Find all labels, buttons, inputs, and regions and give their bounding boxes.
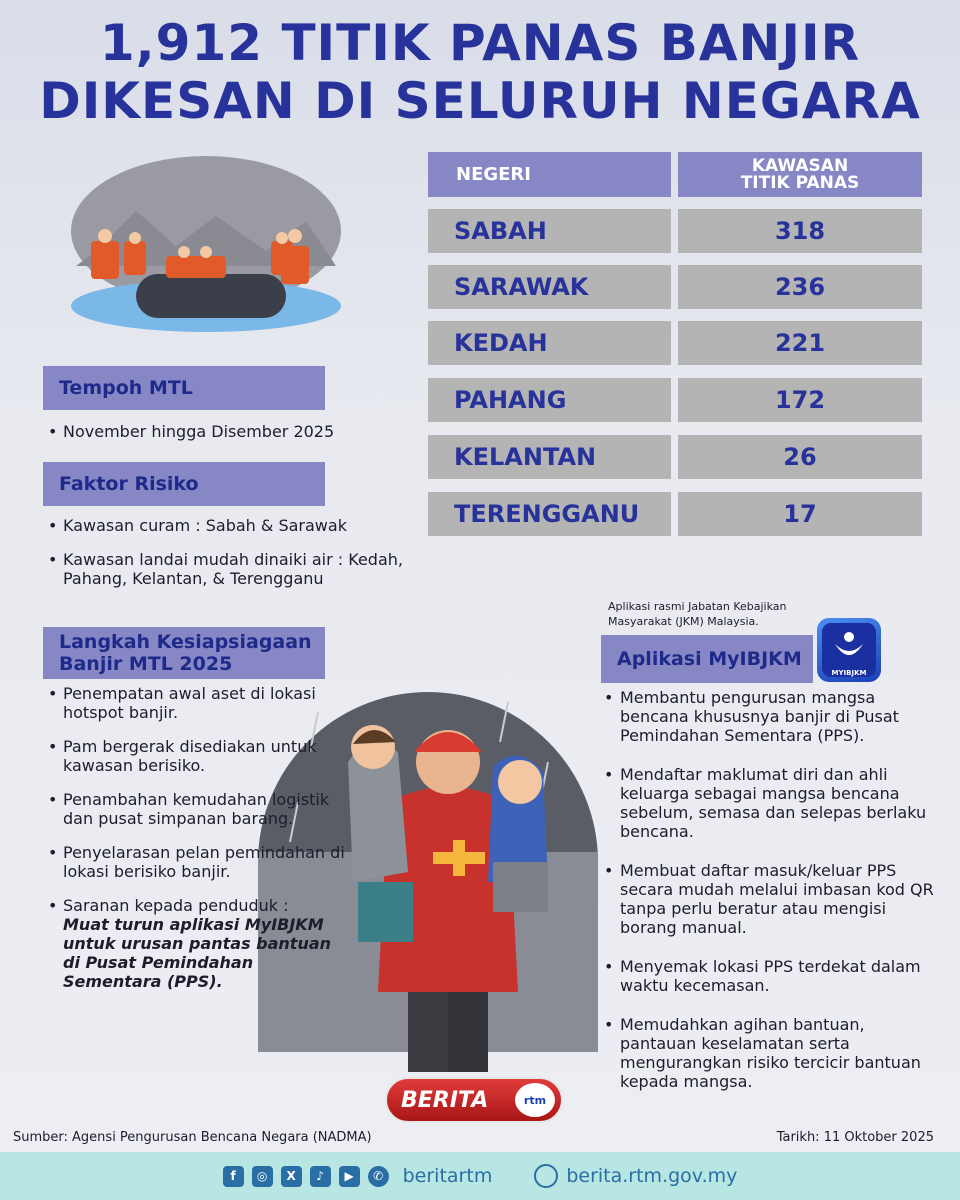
tempoh-list [48, 422, 368, 456]
date-text: Tarikh: 11 Oktober 2025 [776, 1130, 934, 1145]
list-item: • Kawasan landai mudah dinaiki air : Kedah, Pahang, Kelantan, & Terengganu [48, 550, 408, 588]
table-row-name: PAHANG [428, 378, 671, 422]
source-text: Sumber: Agensi Pengurusan Bencana Negara (NADMA) [13, 1130, 372, 1145]
table-row-name: SABAH [428, 209, 671, 253]
app-icon-label: MYIBJKM [831, 669, 867, 677]
list-item: • November hingga Disember 2025 [48, 422, 368, 441]
list-item: • Pam bergerak disediakan untuk kawasan berisiko. [48, 737, 348, 775]
table-header-negeri: NEGERI [428, 152, 671, 197]
footer-bar [0, 1152, 960, 1200]
facebook-icon[interactable]: f [223, 1166, 244, 1187]
table-row-value: 172 [678, 378, 922, 422]
berita-rtm-logo [385, 1077, 563, 1123]
tiktok-icon[interactable]: ♪ [310, 1166, 331, 1187]
list-item: • Penambahan kemudahan logistik dan pusat simpanan barang. [48, 790, 348, 828]
header-kawasan-line-1: KAWASAN [751, 155, 849, 176]
app-heading: Aplikasi MyIBJKM [601, 635, 813, 683]
langkah-list [48, 684, 348, 1006]
youtube-icon[interactable]: ▶ [339, 1166, 360, 1187]
table-row-name: KELANTAN [428, 435, 671, 479]
langkah-heading-line-2: Banjir MTL 2025 [59, 653, 233, 675]
list-item: • Membantu pengurusan mangsa bencana khususnya banjir di Pusat Pemindahan Sementara (PPS). [604, 688, 934, 745]
list-item [48, 896, 348, 991]
table-row-name: TERENGGANU [428, 492, 671, 536]
faktor-list [48, 516, 408, 603]
table-row-value: 236 [678, 265, 922, 309]
faktor-heading: Faktor Risiko [43, 462, 325, 506]
instagram-icon[interactable]: ◎ [252, 1166, 273, 1187]
whatsapp-icon[interactable]: ✆ [368, 1166, 389, 1187]
title-line-2: DIKESAN DI SELURUH NEGARA [39, 72, 921, 130]
website-link[interactable]: berita.rtm.gov.my [566, 1165, 738, 1187]
table-row-value: 26 [678, 435, 922, 479]
app-list [604, 688, 934, 1111]
list-item: • Mendaftar maklumat diri dan ahli keluarga sebagai mangsa bencana sebelum, semasa dan selepas berlaku bencana. [604, 765, 934, 841]
list-item: • Memudahkan agihan bantuan, pantauan keselamatan serta mengurangkan risiko tercicir bantuan kepada mangsa. [604, 1015, 934, 1091]
table-row-value: 221 [678, 321, 922, 365]
rtm-badge: rtm [515, 1083, 555, 1117]
list-item: • Penempatan awal aset di lokasi hotspot banjir. [48, 684, 348, 722]
social-handle[interactable]: beritartm [402, 1165, 493, 1187]
globe-icon [534, 1164, 558, 1188]
list-item: • Kawasan curam : Sabah & Sarawak [48, 516, 408, 535]
list-item: • Menyemak lokasi PPS terdekat dalam waktu kecemasan. [604, 957, 934, 995]
table-row-name: SARAWAK [428, 265, 671, 309]
saranan-emphasis: Muat turun aplikasi MyIBJKM untuk urusan pantas bantuan di Pusat Pemindahan Sementara (PPS). [63, 915, 332, 991]
title-line-1: 1,912 TITIK PANAS BANJIR [99, 14, 861, 72]
myibjkm-app-icon [817, 618, 881, 682]
list-item: • Penyelarasan pelan pemindahan di lokasi berisiko banjir. [48, 843, 348, 881]
table-row-value: 17 [678, 492, 922, 536]
saranan-label: Saranan kepada penduduk : [63, 896, 289, 915]
header-kawasan-line-2: TITIK PANAS [740, 172, 860, 193]
x-icon[interactable]: X [281, 1166, 302, 1187]
list-item: • Membuat daftar masuk/keluar PPS secara mudah melalui imbasan kod QR tanpa perlu beratur atau mengisi borang manual. [604, 861, 934, 937]
page-title [0, 14, 960, 130]
table-row-name: KEDAH [428, 321, 671, 365]
langkah-heading-line-1: Langkah Kesiapsiagaan [59, 631, 312, 653]
table-header-kawasan [678, 152, 922, 197]
rescue-boat-illustration [66, 156, 346, 336]
table-row-value: 318 [678, 209, 922, 253]
berita-logo-word: BERITA [401, 1087, 489, 1113]
app-note: Aplikasi rasmi Jabatan Kebajikan Masyarakat (JKM) Malaysia. [608, 600, 787, 628]
tempoh-heading: Tempoh MTL [43, 366, 325, 410]
